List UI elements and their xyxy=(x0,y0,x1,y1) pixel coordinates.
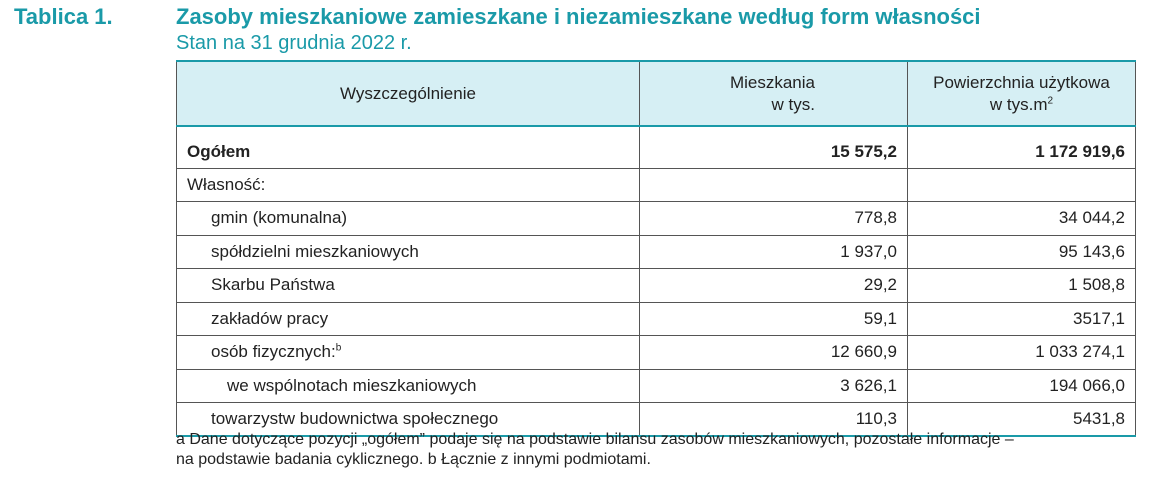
row-flats-value: 12 660,9 xyxy=(640,336,908,370)
row-flats-value: 110,3 xyxy=(640,403,908,437)
column-header-flats xyxy=(640,61,908,126)
row-flats-value: 3 626,1 xyxy=(640,369,908,403)
table-row xyxy=(177,269,1136,303)
row-label: gmin (komunalna) xyxy=(177,202,640,236)
row-label-sup: b xyxy=(335,342,342,354)
row-label-cell xyxy=(177,336,640,370)
row-flats-value: 29,2 xyxy=(640,269,908,303)
row-area-value: 5431,8 xyxy=(908,403,1136,437)
row-label: zakładów pracy xyxy=(177,302,640,336)
column-header-area-line2: w tys.m xyxy=(989,94,1048,114)
table-row xyxy=(177,369,1136,403)
row-area-value: 194 066,0 xyxy=(908,369,1136,403)
column-header-flats-line2: w tys. xyxy=(771,94,815,114)
row-area-value: 3517,1 xyxy=(908,302,1136,336)
row-label: Ogółem xyxy=(177,126,640,168)
column-header-area xyxy=(908,61,1136,126)
column-header-area-sup: 2 xyxy=(1047,94,1054,106)
table-header-row xyxy=(177,61,1136,126)
table-subtitle: Stan na 31 grudnia 2022 r. xyxy=(176,32,412,54)
table-row-total xyxy=(177,126,1136,168)
table-row xyxy=(177,235,1136,269)
row-flats-value: 15 575,2 xyxy=(640,126,908,168)
table-row xyxy=(177,302,1136,336)
housing-stock-table xyxy=(176,60,1136,437)
row-flats-value: 778,8 xyxy=(640,202,908,236)
table-row-ownership xyxy=(177,168,1136,202)
row-label: Własność: xyxy=(177,168,640,202)
column-header-flats-line1: Mieszkania xyxy=(729,72,815,92)
row-area-value: 1 172 919,6 xyxy=(908,126,1136,168)
row-label: spółdzielni mieszkaniowych xyxy=(177,235,640,269)
footnote-line-2: na podstawie badania cyklicznego. b Łącznie z innymi podmiotami. xyxy=(176,451,651,468)
row-label: we wspólnotach mieszkaniowych xyxy=(177,369,640,403)
table-title: Zasoby mieszkaniowe zamieszkane i niezamieszkane według form własności xyxy=(176,4,981,29)
row-flats-value: 59,1 xyxy=(640,302,908,336)
column-header-area-line1: Powierzchnia użytkowa xyxy=(933,72,1110,92)
row-flats-value xyxy=(640,168,908,202)
row-area-value: 1 033 274,1 xyxy=(908,336,1136,370)
row-flats-value: 1 937,0 xyxy=(640,235,908,269)
row-area-value: 34 044,2 xyxy=(908,202,1136,236)
table-row xyxy=(177,202,1136,236)
row-area-value: 95 143,6 xyxy=(908,235,1136,269)
row-area-value: 1 508,8 xyxy=(908,269,1136,303)
row-label: osób fizycznych: xyxy=(211,342,336,362)
table-label: Tablica 1. xyxy=(14,4,113,29)
row-area-value xyxy=(908,168,1136,202)
table-row xyxy=(177,336,1136,370)
footnote-line-1: a Dane dotyczące pozycji „ogółem” podaje się na podstawie bilansu zasobów mieszkaniowych, pozostałe informacje – xyxy=(176,431,1014,448)
footnote xyxy=(176,430,1136,470)
row-label: towarzystw budownictwa społecznego xyxy=(177,403,640,437)
column-header-description: Wyszczególnienie xyxy=(177,61,640,126)
row-label: Skarbu Państwa xyxy=(177,269,640,303)
